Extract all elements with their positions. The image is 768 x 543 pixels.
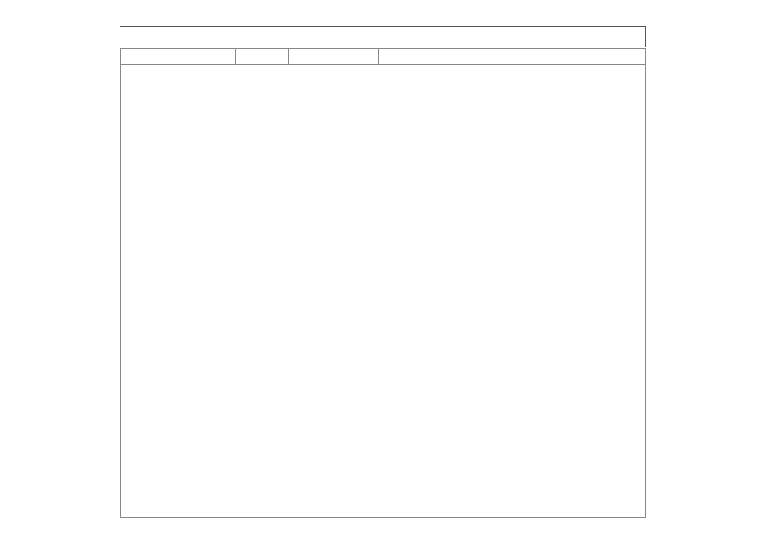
sheet-title [120, 26, 646, 47]
header-row [120, 48, 646, 65]
header-cell-subject [288, 49, 379, 64]
table-border [120, 48, 646, 518]
header-cell-date [121, 49, 236, 64]
header-cell-2 [235, 49, 289, 64]
